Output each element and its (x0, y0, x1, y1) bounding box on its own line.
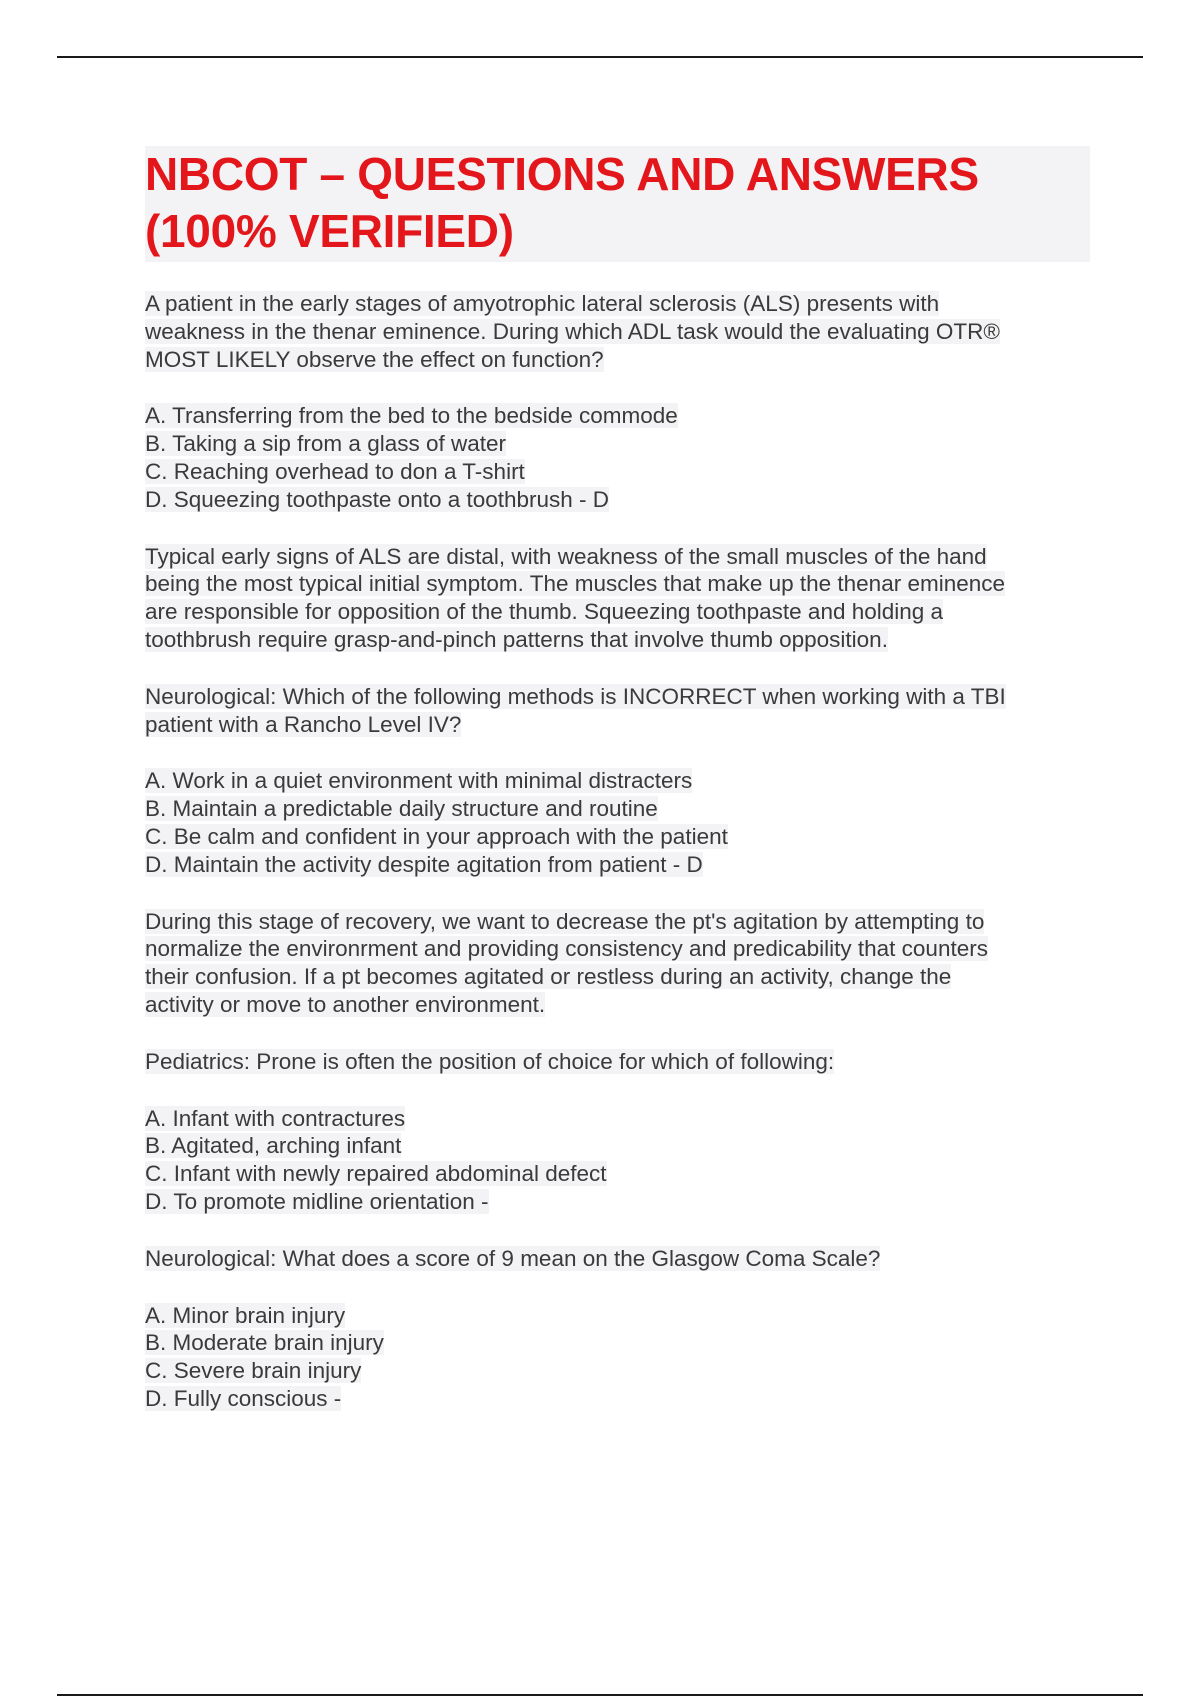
text-line (145, 795, 1090, 823)
text-line-content: During this stage of recovery, we want to decrease the pt's agitation by attempting to (145, 908, 985, 934)
text-line (145, 1132, 1090, 1160)
rationale (145, 543, 1090, 654)
text-line (145, 290, 1090, 318)
top-rule (57, 56, 1143, 58)
text-line-content: D. Maintain the activity despite agitation from patient - D (145, 851, 703, 877)
text-line (145, 430, 1090, 458)
text-line (145, 1188, 1090, 1216)
text-line-content: B. Maintain a predictable daily structure and routine (145, 796, 658, 822)
text-line-content: MOST LIKELY observe the effect on function? (145, 346, 604, 372)
rationale (145, 908, 1090, 1019)
text-line-content: D. Fully conscious - (145, 1385, 342, 1411)
text-line (145, 851, 1090, 879)
text-line-content: patient with a Rancho Level IV? (145, 711, 462, 737)
text-line-content: toothbrush require grasp-and-pinch patterns that involve thumb opposition. (145, 626, 888, 652)
text-line-content: activity or move to another environment. (145, 991, 546, 1017)
text-line (145, 1357, 1090, 1385)
text-line-content: A patient in the early stages of amyotrophic lateral sclerosis (ALS) presents with (145, 291, 940, 316)
document-body (145, 146, 1090, 1442)
text-line (145, 598, 1090, 626)
text-line-content: are responsible for opposition of the thumb. Squeezing toothpaste and holding a (145, 599, 944, 625)
text-line (145, 908, 1090, 936)
text-line (145, 1385, 1090, 1413)
text-line (145, 346, 1090, 374)
question-stem (145, 1048, 1090, 1076)
text-line (145, 1160, 1090, 1188)
answer-options (145, 1105, 1090, 1216)
text-line (145, 935, 1090, 963)
text-line (145, 402, 1090, 430)
question-stem (145, 1245, 1090, 1273)
text-line-content: C. Severe brain injury (145, 1358, 362, 1384)
text-line-content: C. Be calm and confident in your approach with the patient (145, 823, 728, 849)
text-line-content: C. Infant with newly repaired abdominal defect (145, 1161, 607, 1187)
text-line-content: D. To promote midline orientation - (145, 1188, 489, 1214)
question-stem (145, 290, 1090, 373)
text-line (145, 318, 1090, 346)
document-title (145, 146, 1090, 262)
text-line (145, 543, 1090, 571)
text-line-content: Typical early signs of ALS are distal, with weakness of the small muscles of the hand (145, 543, 987, 569)
text-line-content: A. Work in a quiet environment with minimal distracters (145, 768, 693, 794)
text-line-content: A. Infant with contractures (145, 1105, 406, 1131)
bottom-rule (57, 1694, 1143, 1696)
text-line (145, 1245, 1090, 1273)
text-line-content: B. Taking a sip from a glass of water (145, 431, 506, 457)
text-line-content: B. Agitated, arching infant (145, 1133, 402, 1159)
text-line (145, 963, 1090, 991)
question-list (145, 290, 1090, 1413)
answer-options (145, 1302, 1090, 1413)
question-stem (145, 683, 1090, 739)
text-line (145, 767, 1090, 795)
answer-options (145, 402, 1090, 513)
text-line-content: C. Reaching overhead to don a T-shirt (145, 458, 525, 484)
text-line-content: their confusion. If a pt becomes agitated or restless during an activity, change the (145, 964, 952, 990)
text-line (145, 458, 1090, 486)
text-line (145, 683, 1090, 711)
text-line (145, 1329, 1090, 1357)
title-line-2: (100% VERIFIED) (145, 205, 514, 257)
text-line (145, 1302, 1090, 1330)
text-line-content: B. Moderate brain injury (145, 1330, 384, 1356)
text-line (145, 626, 1090, 654)
text-line (145, 991, 1090, 1019)
text-line (145, 1048, 1090, 1076)
answer-options (145, 767, 1090, 878)
text-line-content: normalize the environrment and providing consistency and predicability that counters (145, 936, 988, 962)
text-line-content: A. Transferring from the bed to the bedside commode (145, 403, 678, 429)
text-line-content: being the most typical initial symptom. The muscles that make up the thenar eminence (145, 571, 1006, 597)
text-line (145, 1105, 1090, 1133)
text-line-content: Neurological: What does a score of 9 mean on the Glasgow Coma Scale? (145, 1245, 881, 1271)
text-line (145, 486, 1090, 514)
text-line (145, 823, 1090, 851)
text-line (145, 570, 1090, 598)
text-line-content: A. Minor brain injury (145, 1302, 346, 1328)
text-line-content: Neurological: Which of the following methods is INCORRECT when working with a TBI (145, 683, 1006, 709)
text-line-content: weakness in the thenar eminence. During which ADL task would the evaluating OTR® (145, 318, 1000, 344)
text-line-content: Pediatrics: Prone is often the position of choice for which of following: (145, 1048, 835, 1074)
title-line-1: NBCOT – QUESTIONS AND ANSWERS (145, 148, 979, 200)
text-line (145, 711, 1090, 739)
text-line-content: D. Squeezing toothpaste onto a toothbrush - D (145, 486, 610, 512)
